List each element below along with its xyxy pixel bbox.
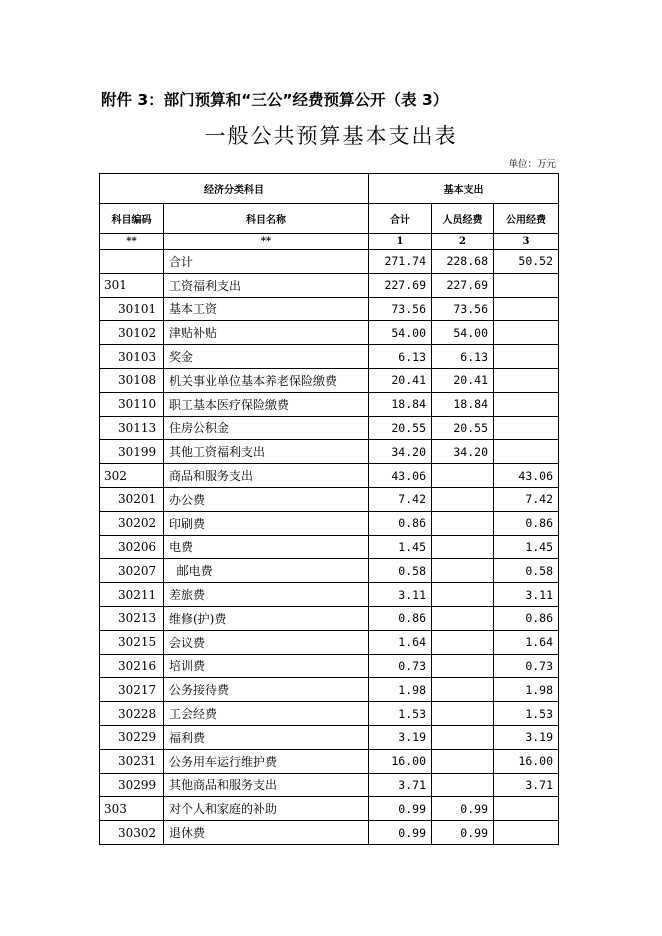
row-name: 退休费 [164,821,369,845]
table-row [100,464,559,488]
attachment-heading: 附件 3：部门预算和“三公”经费预算公开（表 3） [101,91,449,109]
row-personnel [432,630,494,654]
row-code: 30213 [100,606,164,630]
row-code: 30206 [100,535,164,559]
row-total: 54.00 [369,321,432,345]
row-name: 印刷费 [164,511,369,535]
row-public [494,321,559,345]
row-public: 1.98 [494,678,559,702]
table-row [100,250,559,274]
row-name: 商品和服务支出 [164,464,369,488]
header-category: 经济分类科目 [100,174,369,204]
row-total: 1.98 [369,678,432,702]
row-code: 30102 [100,321,164,345]
row-code: 30228 [100,702,164,726]
row-name: 福利费 [164,725,369,749]
row-total: 3.19 [369,725,432,749]
table-row [100,416,559,440]
table-row [100,273,559,297]
header-row-columns [100,204,559,234]
row-total: 0.99 [369,821,432,845]
header-row-group [100,174,559,204]
row-personnel: 18.84 [432,392,494,416]
table-row [100,749,559,773]
row-public [494,821,559,845]
row-code: 30299 [100,773,164,797]
row-total: 34.20 [369,440,432,464]
table-row [100,297,559,321]
row-name: 公务用车运行维护费 [164,749,369,773]
row-code: 30302 [100,821,164,845]
row-code: 301 [100,273,164,297]
row-personnel: 0.99 [432,821,494,845]
header-total: 合计 [369,204,432,234]
row-personnel [432,773,494,797]
row-total: 43.06 [369,464,432,488]
row-personnel: 6.13 [432,345,494,369]
table-row [100,559,559,583]
header-code-mark: ** [100,234,164,250]
row-personnel: 20.41 [432,368,494,392]
header-col1: 1 [369,234,432,250]
row-public [494,440,559,464]
row-total: 0.58 [369,559,432,583]
row-name: 奖金 [164,345,369,369]
row-public: 0.86 [494,511,559,535]
row-name: 住房公积金 [164,416,369,440]
table-row [100,725,559,749]
row-personnel: 228.68 [432,250,494,274]
row-code: 30211 [100,583,164,607]
row-code: 30207 [100,559,164,583]
row-public: 43.06 [494,464,559,488]
header-row-index [100,234,559,250]
row-name: 公务接待费 [164,678,369,702]
row-name: 基本工资 [164,297,369,321]
row-personnel [432,535,494,559]
row-personnel: 20.55 [432,416,494,440]
table-row [100,821,559,845]
row-code: 30229 [100,725,164,749]
row-personnel [432,654,494,678]
row-code: 30202 [100,511,164,535]
row-total: 1.64 [369,630,432,654]
row-name: 维修(护)费 [164,606,369,630]
row-total: 0.86 [369,606,432,630]
row-public: 3.19 [494,725,559,749]
row-code: 30101 [100,297,164,321]
row-name: 津贴补贴 [164,321,369,345]
row-name: 工资福利支出 [164,273,369,297]
row-personnel [432,725,494,749]
row-total: 7.42 [369,487,432,511]
row-name: 合计 [164,250,369,274]
row-total: 227.69 [369,273,432,297]
row-total: 1.45 [369,535,432,559]
row-personnel [432,749,494,773]
table-row [100,535,559,559]
row-public: 0.86 [494,606,559,630]
header-basic: 基本支出 [369,174,559,204]
table-row [100,654,559,678]
table-row [100,440,559,464]
row-total: 3.11 [369,583,432,607]
row-personnel [432,464,494,488]
row-total: 0.99 [369,797,432,821]
row-code: 30201 [100,487,164,511]
header-public: 公用经费 [494,204,559,234]
row-personnel: 227.69 [432,273,494,297]
budget-table [99,173,559,845]
row-name: 培训费 [164,654,369,678]
row-public: 1.45 [494,535,559,559]
header-col3: 3 [494,234,559,250]
row-public [494,345,559,369]
row-personnel [432,702,494,726]
table-row [100,773,559,797]
row-code [100,250,164,274]
row-code: 30215 [100,630,164,654]
row-name: 对个人和家庭的补助 [164,797,369,821]
row-personnel: 73.56 [432,297,494,321]
row-name: 邮电费 [164,559,369,583]
row-personnel: 0.99 [432,797,494,821]
row-personnel: 54.00 [432,321,494,345]
row-code: 30103 [100,345,164,369]
row-personnel [432,583,494,607]
row-code: 30199 [100,440,164,464]
row-name: 会议费 [164,630,369,654]
header-col2: 2 [432,234,494,250]
table-row [100,630,559,654]
table-row [100,511,559,535]
row-name: 其他商品和服务支出 [164,773,369,797]
row-code: 30113 [100,416,164,440]
table-row [100,321,559,345]
row-code: 30216 [100,654,164,678]
table-row [100,702,559,726]
row-public [494,297,559,321]
row-personnel [432,559,494,583]
header-name-mark: ** [164,234,369,250]
row-name: 其他工资福利支出 [164,440,369,464]
header-personnel: 人员经费 [432,204,494,234]
unit-label: 单位：万元 [508,159,556,170]
row-total: 6.13 [369,345,432,369]
row-total: 73.56 [369,297,432,321]
row-public: 1.64 [494,630,559,654]
row-total: 18.84 [369,392,432,416]
row-total: 3.71 [369,773,432,797]
row-name: 差旅费 [164,583,369,607]
table-row [100,606,559,630]
row-code: 30110 [100,392,164,416]
row-public: 7.42 [494,487,559,511]
row-public: 0.73 [494,654,559,678]
row-total: 271.74 [369,250,432,274]
row-code: 303 [100,797,164,821]
row-personnel [432,678,494,702]
row-public: 50.52 [494,250,559,274]
row-name: 职工基本医疗保险缴费 [164,392,369,416]
row-public [494,416,559,440]
row-public: 3.71 [494,773,559,797]
row-personnel [432,511,494,535]
row-code: 30108 [100,368,164,392]
row-total: 20.41 [369,368,432,392]
row-public: 0.58 [494,559,559,583]
row-name: 机关事业单位基本养老保险缴费 [164,368,369,392]
table-row [100,797,559,821]
row-total: 20.55 [369,416,432,440]
row-code: 302 [100,464,164,488]
row-total: 16.00 [369,749,432,773]
row-personnel [432,487,494,511]
row-personnel [432,606,494,630]
table-row [100,678,559,702]
table-row [100,345,559,369]
row-name: 工会经费 [164,702,369,726]
row-code: 30217 [100,678,164,702]
row-total: 0.73 [369,654,432,678]
row-public [494,273,559,297]
row-personnel: 34.20 [432,440,494,464]
table-row [100,368,559,392]
table-row [100,487,559,511]
row-total: 1.53 [369,702,432,726]
row-public [494,797,559,821]
row-name: 办公费 [164,487,369,511]
row-public [494,392,559,416]
row-code: 30231 [100,749,164,773]
row-total: 0.86 [369,511,432,535]
row-public [494,368,559,392]
row-name: 电费 [164,535,369,559]
header-name: 科目名称 [164,204,369,234]
row-public: 16.00 [494,749,559,773]
table-row [100,583,559,607]
table-row [100,392,559,416]
row-public: 3.11 [494,583,559,607]
header-code: 科目编码 [100,204,164,234]
row-public: 1.53 [494,702,559,726]
page-title: 一般公共预算基本支出表 [204,124,458,148]
